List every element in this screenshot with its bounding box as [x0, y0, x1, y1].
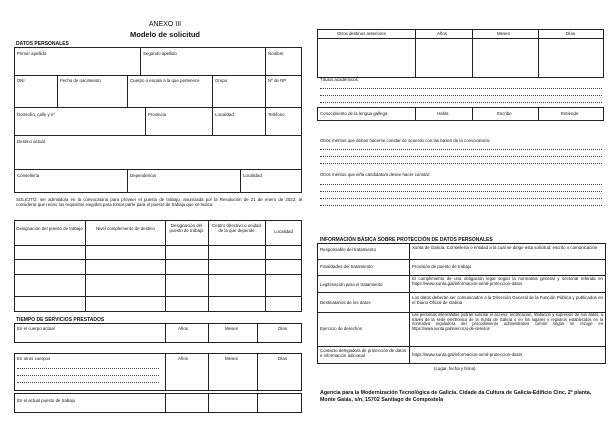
dp-label-controller: Responsable del tratamiento — [320, 247, 376, 252]
footer-address: Agencia para la Modernización Tecnológica de Galicia. Cidade da Cultura de Galicia-Edificio Cinc, 2ª planta, Monte Gaiás, s/n, 15702 Santiago de Compostela — [320, 390, 592, 403]
current-corps-months[interactable]: Meses — [225, 326, 238, 331]
second-surname-field[interactable]: Segundo apellido — [143, 51, 177, 56]
dp-value-contact: https://www.xunta.gal/informacion-xeral-proteccion-datos — [412, 352, 523, 357]
dependency-field[interactable]: Dependencia — [130, 173, 156, 178]
galician-understands[interactable]: Entiende — [561, 111, 579, 116]
galician-speaks[interactable]: Habla — [437, 111, 449, 116]
department-field[interactable]: Consellería — [17, 173, 40, 178]
province-field[interactable]: Provincia — [148, 112, 167, 117]
dp-value-recipients: Los datos deberán ser comunicados a la Dirección General de la Función Pública y publicados en el Diario Oficial de Galicia — [412, 295, 603, 306]
service-current-corps-table — [14, 323, 302, 343]
current-corps-label: En el cuerpo actual — [17, 326, 55, 331]
name-field[interactable]: Nombre — [268, 51, 284, 56]
galician-language-label: Conocimiento de la lengua gallega — [320, 111, 388, 116]
other-corps-label: En otros cuerpos — [17, 356, 51, 361]
phone-field[interactable]: Teléfono — [268, 112, 285, 117]
post-header-locality: Localidad — [274, 229, 293, 234]
current-post-label: En el actual puesto de trabajo — [17, 398, 76, 403]
dp-value-legitimation: El cumplimiento de una obligación legal según la normativa general y sectorial referida en https://www.xunta.gal/informacion-xeral-proteccion-datos — [412, 276, 603, 287]
data-protection-heading: INFORMACIÓN BÁSICA SOBRE PROTECCIÓN DE DATOS PERSONALES — [320, 237, 493, 243]
service-other-corps-table — [14, 353, 302, 391]
other-posts-days: Días — [566, 31, 576, 36]
rp-number-field[interactable]: Nº de RP — [268, 78, 287, 83]
dp-label-purpose: Finalidades del tratamiento — [320, 264, 373, 269]
other-corps-years[interactable]: Años — [178, 356, 189, 361]
locality-field[interactable]: Localidad — [215, 112, 234, 117]
other-posts-table — [317, 29, 604, 78]
dp-value-purpose: Provisión de puesto de trabajo — [412, 264, 472, 269]
other-corps-days[interactable]: Días — [278, 356, 288, 361]
address-field[interactable]: Domicilio, calle y nº — [17, 112, 55, 117]
other-merits-label: Otros méritos que el/la candidato/a desee hacer constar: — [320, 172, 431, 177]
post-header-centre: Centro directivo o unidad de la que depende — [212, 223, 261, 234]
other-corps-months[interactable]: Meses — [225, 356, 238, 361]
request-paragraph: SOLICITO: ser admitido/a en la convocatoria para proveer el puesto de trabajo, anunciada por la Resolución de 21 de enero de 2022, al considerar que reúno los requisitos exigidos para tomar parte para el puesto de trabajo que se indica: — [16, 197, 302, 208]
birthdate-field[interactable]: Fecha de nacimiento — [60, 78, 101, 83]
locality2-field[interactable]: Localidad — [243, 173, 262, 178]
dni-field[interactable]: DNI — [17, 78, 25, 83]
dp-label-rights: Ejercicio de derechos — [320, 326, 362, 331]
form-title: Modelo de solicitud — [129, 30, 200, 39]
other-posts-years: Años — [437, 31, 448, 36]
other-posts-months: Meses — [497, 31, 510, 36]
group-field[interactable]: Grupo — [215, 78, 228, 83]
post-header-designation: Designación del puesto de trabajo — [16, 226, 83, 231]
galician-writes[interactable]: Escribe — [497, 111, 512, 116]
signature-line[interactable]: (Lugar, fecha y firma) — [434, 366, 476, 371]
dp-value-rights: Las personas interesadas podrán solicitar el acceso, rectificación, limitación y supresión de sus datos, a través de la sede electrónica de la Xunta de Galicia o en los lugares y registros establecidos en la normativa reguladora del procedimiento administrativo común según se recoge en https://www.xunta.gal/exercicio-de-dereitos — [412, 312, 603, 331]
dp-label-contact: Contacto delegado/a de protección de datos e información adicional — [320, 348, 407, 359]
personal-data-grid — [14, 47, 302, 193]
other-posts-label: Otros destinos anteriores — [337, 31, 387, 36]
service-time-heading: TIEMPO DE SERVICIOS PRESTADOS — [16, 317, 105, 323]
merits-label: Otros méritos que deban hacerse constar de acuerdo con las bases de la convocatoria: — [320, 138, 491, 143]
annex-number: ANEXO III — [148, 21, 182, 28]
dp-label-legitimation: Legitimación para el tratamiento — [320, 282, 383, 287]
first-surname-field[interactable]: Primer apellido — [17, 51, 47, 56]
dp-label-recipients: Destinatarios de los datos — [320, 300, 371, 305]
current-corps-days[interactable]: Días — [278, 326, 288, 331]
post-header-level: Nivel complemento de destino — [96, 226, 155, 231]
dp-value-controller: Xunta de Galicia. Consellería o entidad a la cual se dirige esta solicitud, escrito o comunicación — [412, 245, 598, 250]
current-post-field[interactable]: Destino actual — [17, 139, 45, 144]
personal-data-heading: DATOS PERSONALES — [16, 41, 69, 47]
current-corps-years[interactable]: Años — [178, 326, 189, 331]
academic-titles-label: Títulos académicos: — [320, 77, 360, 82]
corps-field[interactable]: Cuerpo o escala a la que pertenece — [130, 78, 200, 83]
post-header-designation2: Designación del puesto de trabajo — [169, 223, 204, 234]
post-table — [14, 220, 302, 312]
